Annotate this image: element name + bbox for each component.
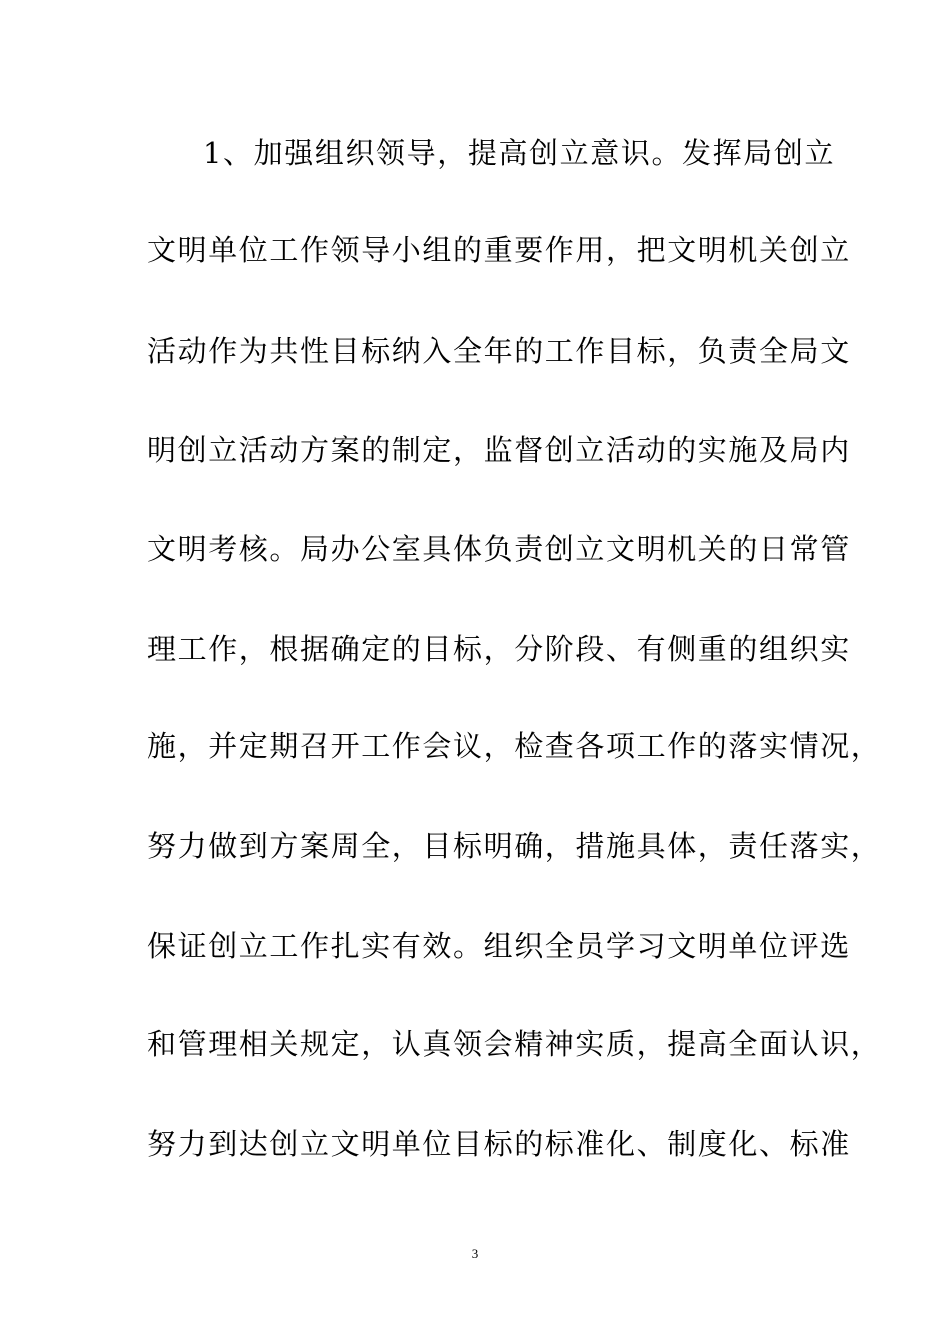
text-line: 施，并定期召开工作会议，检查各项工作的落实情况，	[147, 729, 882, 763]
text-line: 努力做到方案周全，目标明确，措施具体，责任落实，	[147, 829, 882, 863]
page-number: 3	[471, 1246, 479, 1261]
text-line: 和管理相关规定，认真领会精神实质，提高全面认识，	[147, 1027, 882, 1061]
text-line: 理工作，根据确定的目标，分阶段、有侧重的组织实	[147, 632, 851, 666]
text-line: 明创立活动方案的制定，监督创立活动的实施及局内	[147, 433, 851, 467]
text-line: 努力到达创立文明单位目标的标准化、制度化、标准	[147, 1127, 851, 1161]
text-line: 活动作为共性目标纳入全年的工作目标，负责全局文	[147, 334, 851, 368]
text-line: 1、加强组织领导，提高创立意识。发挥局创立	[203, 136, 836, 170]
text-line: 文明单位工作领导小组的重要作用，把文明机关创立	[147, 233, 851, 267]
text-line: 文明考核。局办公室具体负责创立文明机关的日常管	[147, 532, 851, 566]
text-line: 保证创立工作扎实有效。组织全员学习文明单位评选	[147, 929, 851, 963]
